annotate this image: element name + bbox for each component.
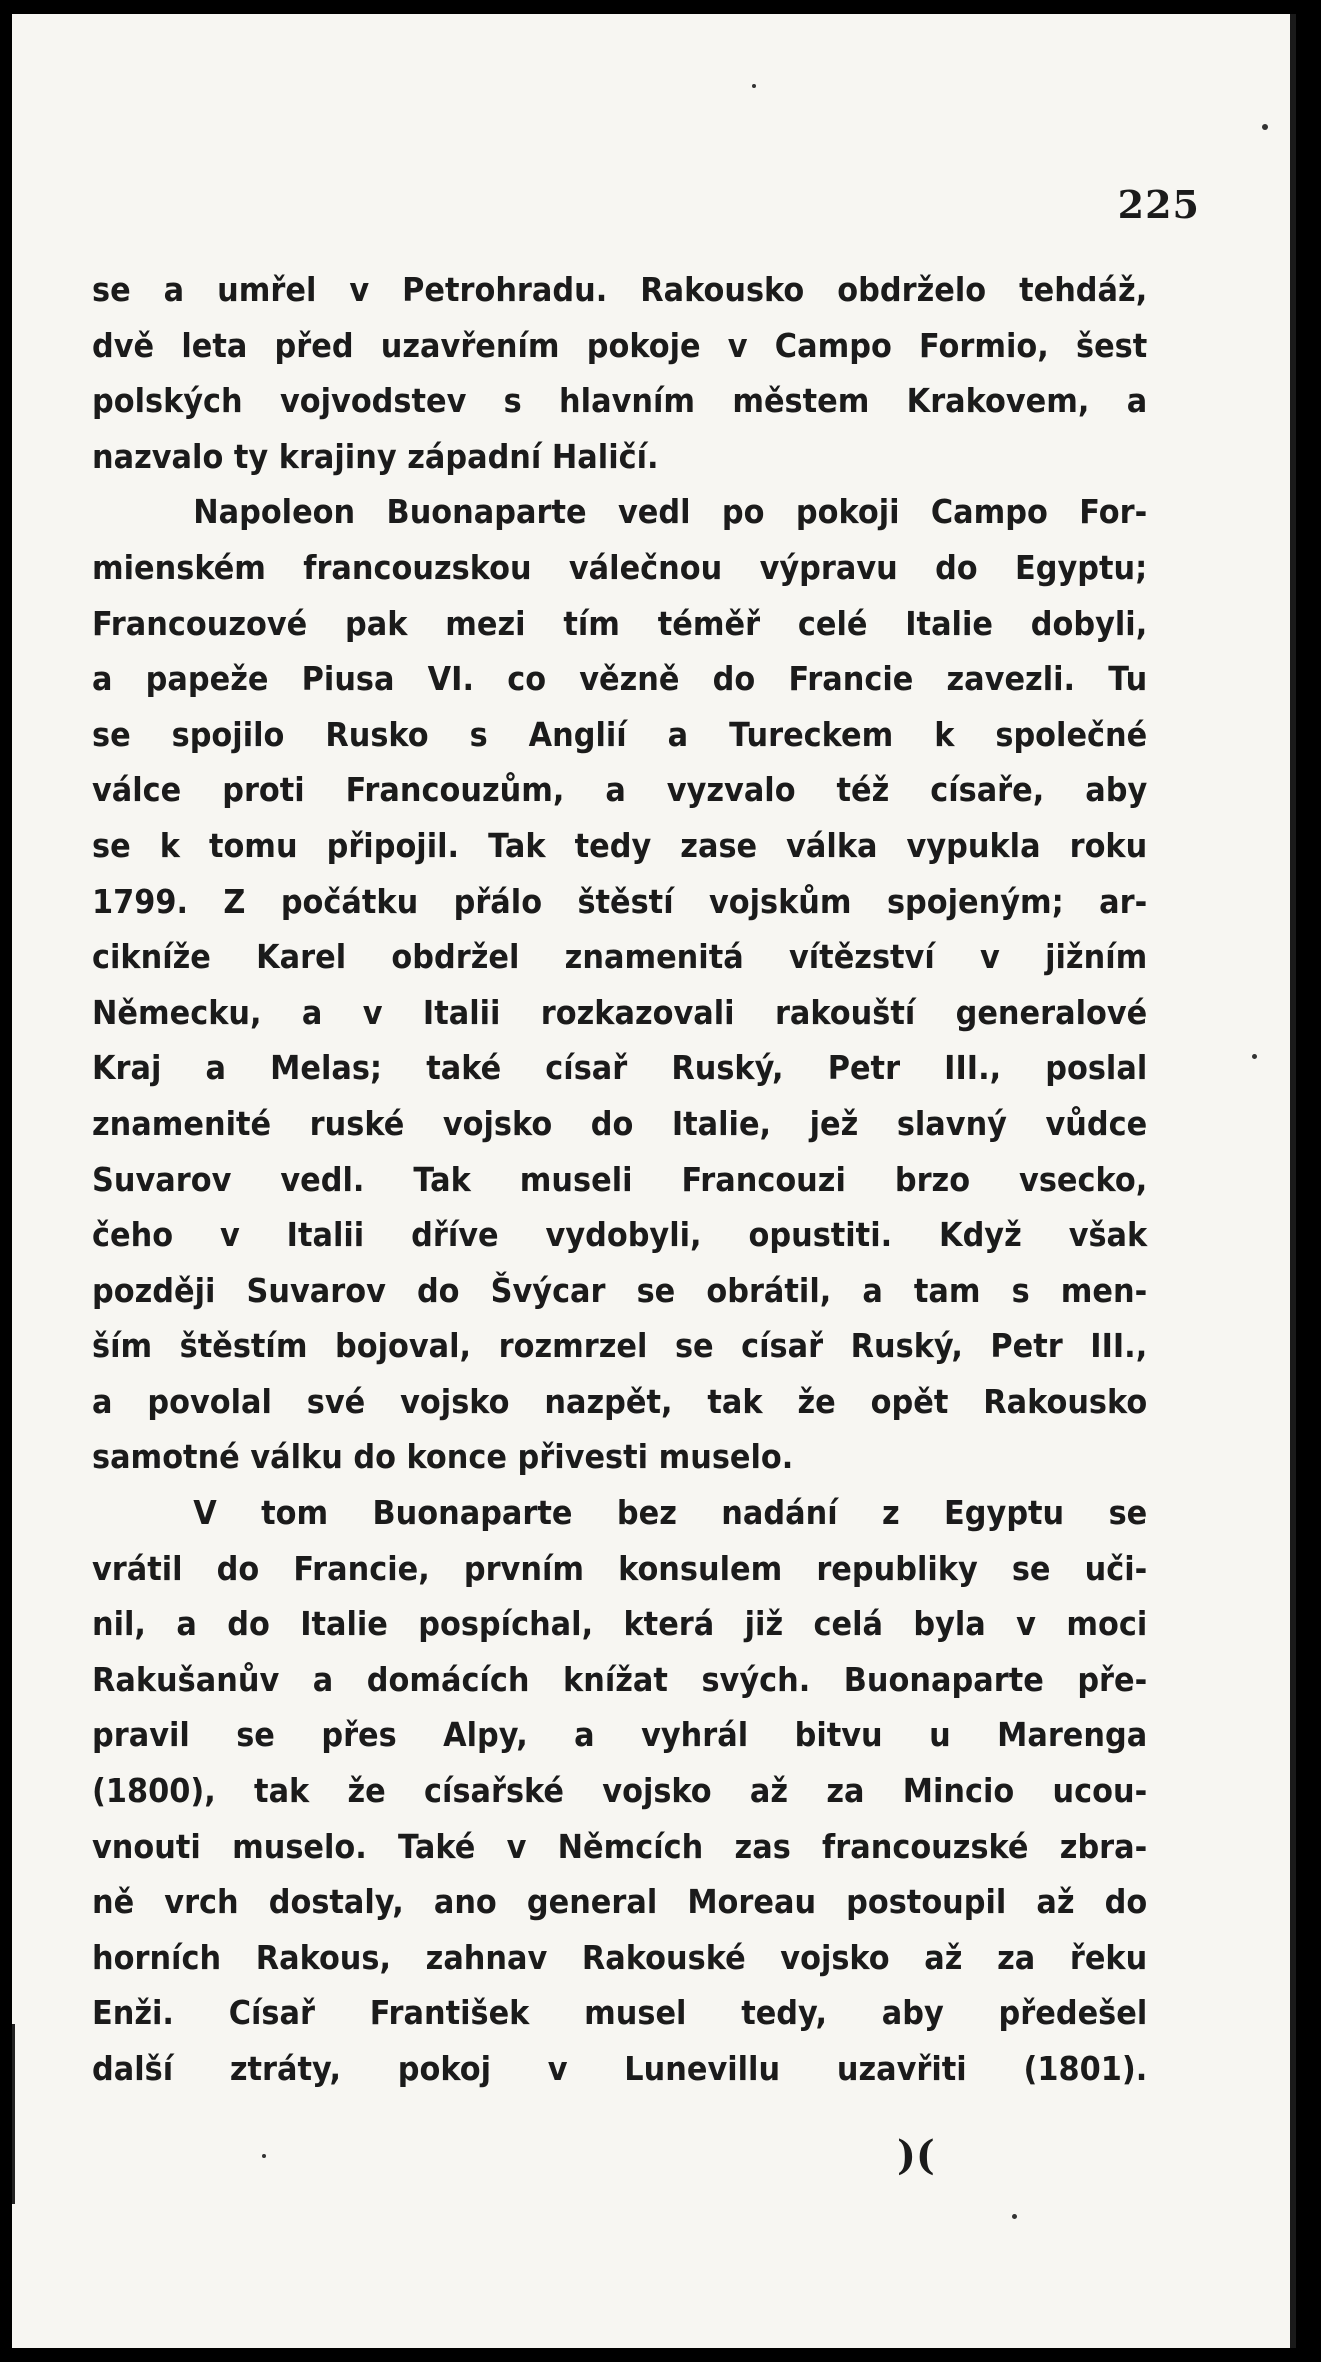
paper-speck <box>1012 2214 1017 2219</box>
text-line: později Suvarov do Švýcar se obrátil, a tam s men- <box>92 1270 1148 1310</box>
text-line: a papeže Piusa VI. co vězně do Francie zavezli. Tu <box>92 659 1148 699</box>
text-line: Rakušanův a domácích knížat svých. Buonaparte pře- <box>92 1659 1148 1699</box>
text-line: Německu, a v Italii rozkazovali rakouští generalové <box>92 992 1148 1032</box>
text-line: pravil se přes Alpy, a vyhrál bitvu u Marenga <box>92 1715 1148 1755</box>
text-line: Suvarov vedl. Tak museli Francouzi brzo vsecko, <box>92 1159 1148 1199</box>
paper-speck <box>1252 1054 1257 1059</box>
book-page <box>12 14 1296 2348</box>
text-line: a povolal své vojsko nazpět, tak že opět Rakousko <box>92 1381 1148 1421</box>
text-line: se spojilo Rusko s Anglií a Tureckem k společné <box>92 714 1148 754</box>
text-line: ně vrch dostaly, ano general Moreau postoupil až do <box>92 1882 1148 1922</box>
text-line: čeho v Italii dříve vydobyli, opustiti. Když však <box>92 1215 1148 1255</box>
text-line: (1800), tak že císařské vojsko až za Mincio ucou- <box>92 1771 1148 1811</box>
text-line: samotné válku do konce přivesti muselo. <box>92 1437 794 1477</box>
text-line: se a umřel v Petrohradu. Rakousko obdrželo tehdáž, <box>92 270 1148 309</box>
text-line: se k tomu připojil. Tak tedy zase válka vypukla roku <box>92 825 1148 865</box>
text-line: ším štěstím bojoval, rozmrzel se císař Ruský, Petr III., <box>92 1326 1148 1366</box>
text-line: vrátil do Francie, prvním konsulem republiky se uči- <box>92 1548 1148 1588</box>
body-text <box>92 262 1148 2097</box>
text-line: Enži. Císař František musel tedy, aby předešel <box>92 1993 1148 2033</box>
text-line: Francouzové pak mezi tím téměř celé Italie dobyli, <box>92 603 1148 643</box>
text-line: vnouti muselo. Také v Němcích zas francouzské zbra- <box>92 1826 1148 1866</box>
text-line: 1799. Z počátku přálo štěstí vojskům spojeným; ar- <box>92 881 1148 921</box>
paper-speck <box>262 2154 266 2158</box>
text-line: dvě leta před uzavřením pokoje v Campo Formio, šest <box>92 325 1148 365</box>
text-line: V tom Buonaparte bez nadání z Egyptu se <box>193 1493 1148 1533</box>
text-line: Napoleon Buonaparte vedl po pokoji Campo For- <box>193 492 1148 532</box>
text-line: válce proti Francouzům, a vyzvalo též císaře, aby <box>92 770 1148 810</box>
text-line: další ztráty, pokoj v Lunevillu uzavřiti (1801). <box>92 2049 1148 2088</box>
text-line: mienském francouzskou válečnou výpravu do Egyptu; <box>92 547 1148 587</box>
text-line: Kraj a Melas; také císař Ruský, Petr III., poslal <box>92 1048 1148 1088</box>
catchword-ornament: )( <box>897 2132 935 2179</box>
text-line: polských vojvodstev s hlavním městem Krakovem, a <box>92 381 1148 421</box>
text-line: cikníže Karel obdržel znamenitá vítězství v jižním <box>92 937 1148 977</box>
text-line: znamenité ruské vojsko do Italie, jež slavný vůdce <box>92 1103 1148 1143</box>
text-line: nazvalo ty krajiny západní Haličí. <box>92 436 659 476</box>
text-line: horních Rakous, zahnav Rakouské vojsko až za řeku <box>92 1937 1148 1977</box>
text-line: nil, a do Italie pospíchal, která již celá byla v moci <box>92 1604 1148 1644</box>
paper-speck <box>1262 124 1268 130</box>
page-number: 225 <box>1117 182 1200 227</box>
paper-speck <box>752 84 756 88</box>
page-edge-mark <box>12 2024 15 2204</box>
